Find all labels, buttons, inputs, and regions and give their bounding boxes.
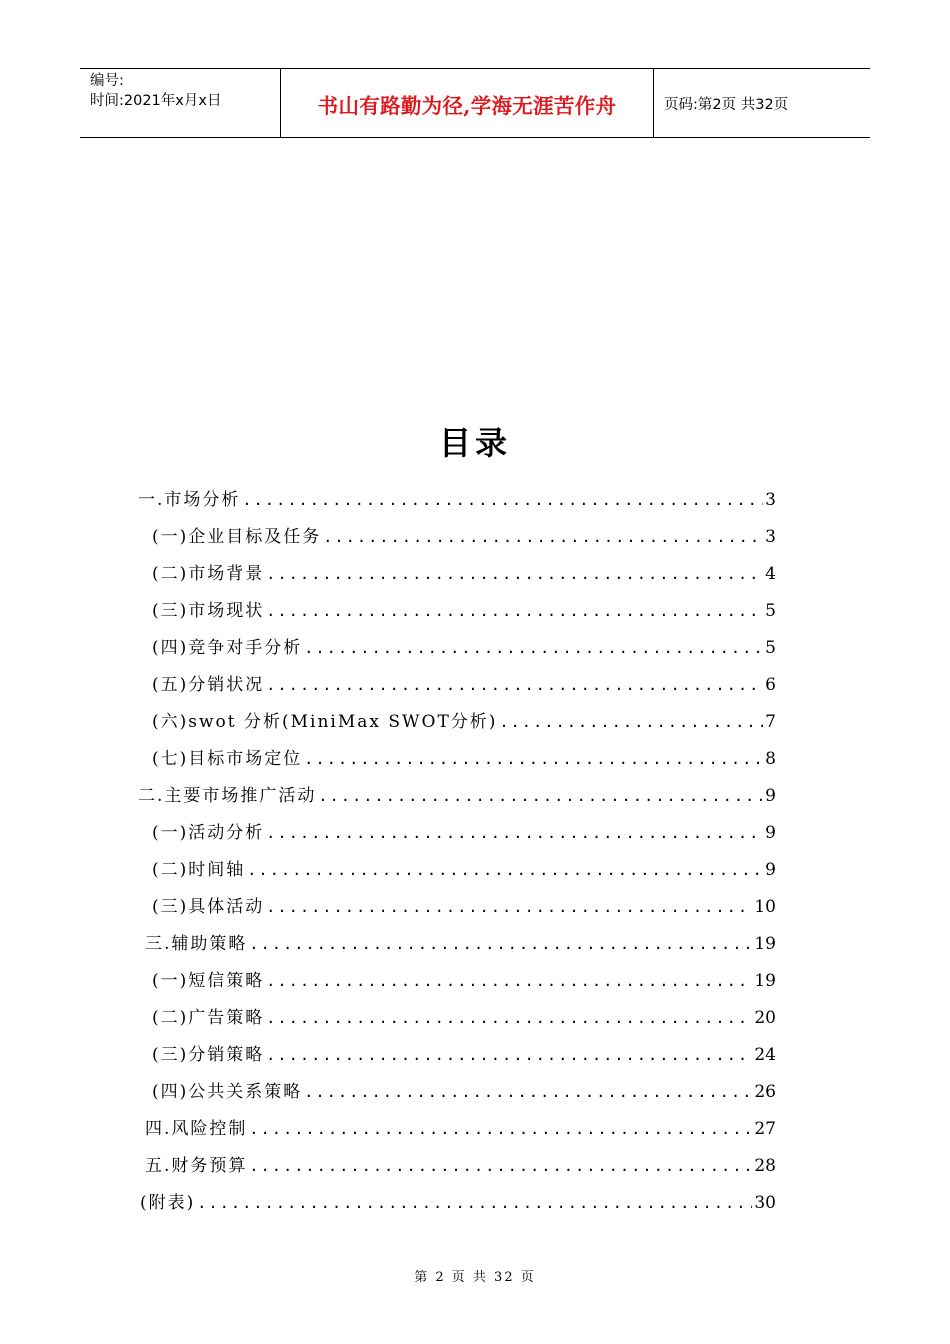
toc-entry[interactable] [152,630,776,667]
toc-entry-label: (二)时间轴 [152,860,246,880]
toc-entry-page: 5 [765,638,776,658]
toc-leader-dots [242,482,763,519]
toc-entry-page: 3 [765,490,776,510]
toc-entry-label: (一)活动分析 [152,823,265,843]
toc-entry-label: (四)竞争对手分析 [152,638,303,658]
toc-entry-page: 8 [765,749,776,769]
toc-leader-dots [266,1037,752,1074]
page-footer: 第 2 页 共 32 页 [414,1270,536,1285]
toc-entry-page: 9 [765,823,776,843]
toc-entry[interactable] [152,963,776,1000]
toc-entry-label: (二)广告策略 [152,1008,265,1028]
toc-entry-label: (一)企业目标及任务 [152,527,322,547]
toc-entry-label: 一.市场分析 [138,490,241,510]
toc-entry-page: 9 [765,860,776,880]
toc-entry[interactable] [152,1000,776,1037]
toc-entry[interactable] [140,1185,776,1222]
toc-entry-page: 9 [765,786,776,806]
toc-entry[interactable] [152,852,776,889]
toc-entry[interactable] [152,519,776,556]
toc-leader-dots [323,519,763,556]
toc-leader-dots [197,1185,752,1222]
toc-leader-dots [304,630,763,667]
toc-entry-page: 28 [754,1156,776,1176]
toc-leader-dots [266,963,752,1000]
toc-entry-page: 10 [754,897,776,917]
toc-entry-page: 6 [765,675,776,695]
toc-entry-label: (五)分销状况 [152,675,265,695]
toc-entry-page: 24 [754,1045,776,1065]
toc-title: 目录 [438,424,511,462]
toc-entry-label: (附表) [140,1193,196,1213]
motto-text: 书山有路勤为径,学海无涯苦作舟 [317,94,617,118]
toc-entry[interactable] [145,926,776,963]
toc-entry-label: 四.风险控制 [145,1119,248,1139]
toc-entry[interactable] [145,1111,776,1148]
toc-entry[interactable] [138,778,776,815]
toc-leader-dots [304,1074,752,1111]
header-motto-cell [281,69,654,137]
toc-leader-dots [318,778,763,815]
toc-entry-label: (一)短信策略 [152,971,265,991]
toc-entry-label: 二.主要市场推广活动 [138,786,317,806]
toc-leader-dots [249,1111,752,1148]
toc-leader-dots [266,1000,752,1037]
toc-entry-page: 19 [754,934,776,954]
toc-entry-page: 4 [765,564,776,584]
toc-entry-page: 19 [754,971,776,991]
toc-entry-label: (二)市场背景 [152,564,265,584]
toc-entry[interactable] [152,815,776,852]
toc-leader-dots [266,556,763,593]
toc-entry-page: 30 [754,1193,776,1213]
toc-entry[interactable] [152,889,776,926]
toc-entry-label: (四)公共关系策略 [152,1082,303,1102]
toc-entry-page: 7 [765,712,776,732]
toc-entry-label: (六)swot 分析(MiniMax SWOT分析) [152,712,498,732]
time-label: 时间:2021年x月x日 [90,93,222,109]
toc-entry-label: (三)分销策略 [152,1045,265,1065]
toc-entry[interactable] [152,556,776,593]
toc-leader-dots [304,741,763,778]
toc-entry[interactable] [152,667,776,704]
toc-entry-page: 20 [754,1008,776,1028]
toc-entry-page: 26 [754,1082,776,1102]
toc-entry[interactable] [152,593,776,630]
toc-entry[interactable] [152,741,776,778]
page-header [80,68,870,138]
toc-entry[interactable] [152,704,776,741]
page-info-text: 页码:第2页 共32页 [664,96,789,113]
toc-entry[interactable] [152,1074,776,1111]
header-meta [80,69,281,137]
toc-entry-label: (三)市场现状 [152,601,265,621]
toc-leader-dots [249,1148,752,1185]
toc-entry-label: 五.财务预算 [145,1156,248,1176]
toc-leader-dots [266,889,752,926]
toc-entry-page: 27 [754,1119,776,1139]
toc-leader-dots [249,926,752,963]
toc-leader-dots [247,852,763,889]
toc-leader-dots [499,704,763,741]
number-label: 编号: [90,73,124,89]
toc-entry-label: (三)具体活动 [152,897,265,917]
toc-leader-dots [266,667,763,704]
toc-entry-label: (七)目标市场定位 [152,749,303,769]
toc-entry-page: 5 [765,601,776,621]
toc-leader-dots [266,593,763,630]
toc-leader-dots [266,815,763,852]
header-page-info [654,69,870,137]
toc-entry[interactable] [152,1037,776,1074]
toc-entry-label: 三.辅助策略 [145,934,248,954]
toc-entry-page: 3 [765,527,776,547]
toc-entry[interactable] [138,482,776,519]
toc-entry[interactable] [145,1148,776,1185]
